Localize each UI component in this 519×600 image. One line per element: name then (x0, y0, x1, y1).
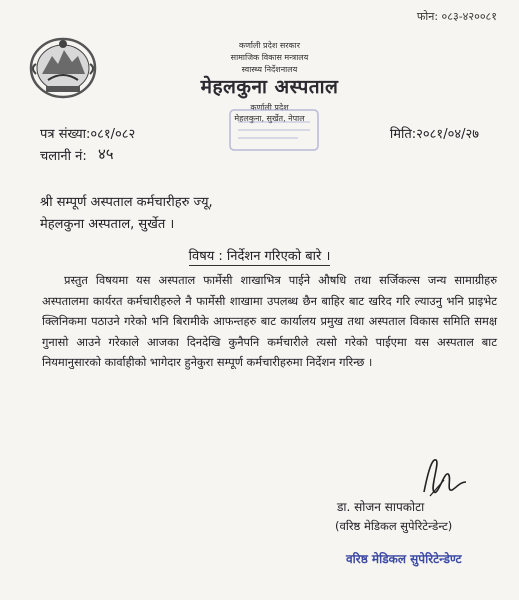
letter-body: प्रस्तुत विषयमा यस अस्पताल फार्मेसी शाखाभित्र पाईने औषधि तथा सर्जिकल्स जन्य सामाग्रीहरु अस्पतालमा कार्यरत कर्मचारीहरुले नै फार्मेसी शाखामा उपलब्ध छैन बाहिर बाट खरिद गरि ल्याउनु भनि प्राइभेट क्लिनिकमा पठाउने गरेको भनि बिरामीके आफन्तहरु बाट कार्यालय प्रमुख तथा अस्पताल विकास समिति समक्ष गुनासो आउने गरेकाले आजका दिनदेखि कुनैपनि कर्मचारीले त्यसो गरेको पाईएमा यस अस्पताल बाट नियमानुसारको कार्वाहीको भागेदार हुनेकुरा सम्पूर्ण कर्मचारीहरुमा निर्देशन गरिन्छ । (42, 273, 497, 369)
addressee-line-1: श्री सम्पूर्ण अस्पताल कर्मचारीहरु ज्यू, (40, 195, 213, 210)
addressee-line-2: मेहलकुना अस्पताल, सुर्खेत । (40, 217, 175, 232)
signatory-title: (वरिष्ठ मेडिकल सुपेरिटेन्डेन्ट) (335, 519, 453, 533)
subject-line (0, 246, 519, 264)
office-stamp-icon (228, 108, 320, 152)
phone-number: फोन: ०८३-४२००८१ (416, 10, 497, 23)
header-line-province: कर्णाली प्रदेश (250, 103, 289, 112)
header-line-ministry: सामाजिक विकास मन्त्रालय (230, 53, 309, 62)
header-line-directorate: स्वास्थ्य निर्देशनालय (241, 65, 298, 74)
hospital-name: मेहलकुना अस्पताल (200, 76, 339, 98)
letter-reference-number: पत्र संख्या:०८१/०८२ (40, 127, 136, 142)
letter-date: मिति:२०८१/०४/२७ (389, 127, 479, 142)
header-line-government: कर्णाली प्रदेश सरकार (239, 41, 300, 50)
signatory-name: डा. सोजन सापकोटा (337, 500, 425, 514)
signature-icon (410, 452, 470, 502)
header-line-address: मेहलकुना, सुर्खेत, नेपाल (234, 114, 305, 123)
dispatch-number-value: ४५ (98, 145, 114, 163)
designation-seal: वरिष्ठ मेडिकल सुपेरिटेन्डेण्ट (346, 552, 462, 566)
dispatch-number-label: चलानी नं: (40, 149, 87, 164)
subject-text: विषय : निर्देशन गरिएको बारे । (188, 249, 331, 264)
